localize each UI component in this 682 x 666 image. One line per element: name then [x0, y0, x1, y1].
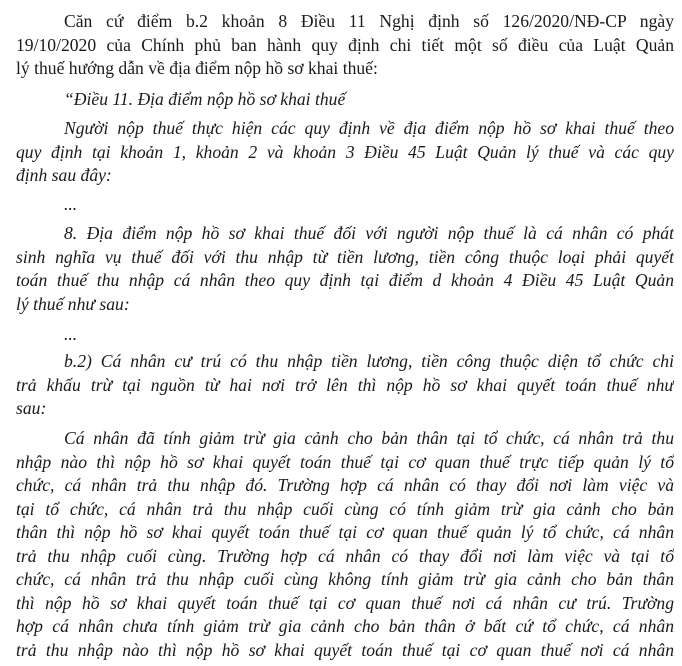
text-line: quy định tại khoản 1, khoản 2 và khoản 3 Điều 45 Luật Quản lý thuế và các quy [16, 141, 674, 162]
text-line: trả khấu trừ tại nguồn từ hai nơi trở lên thì nộp hồ sơ khai quyết toán thuế như [16, 374, 674, 395]
paragraph-point-b2 [16, 350, 674, 421]
text-line: ... [64, 324, 78, 344]
paragraph-article-heading [16, 88, 674, 112]
text-line: nhập nào thì nộp hồ sơ khai quyết toán thuế tại cơ quan thuế trực tiếp quản lý tổ [16, 451, 674, 472]
text-line: ... [64, 194, 78, 214]
text-line: tại tổ chức, cá nhân trả thu nhập cuối cùng có tính giảm trừ gia cảnh cho bản [16, 498, 674, 519]
paragraph-ellipsis [16, 193, 674, 217]
text-line: chức, cá nhân trả thu nhập đó. Trường hợp cá nhân có thay đổi nơi làm việc và [16, 475, 674, 495]
text-line: sinh nghĩa vụ thuế đối với thu nhập từ tiền lương, tiền công thuộc loại phải quyết [16, 246, 674, 267]
text-line: chức, cá nhân trả thu nhập cuối cùng không tính giảm trừ gia cảnh cho bản thân [16, 569, 674, 589]
text-line: sau: [16, 398, 47, 418]
text-line: 8. Địa điểm nộp hồ sơ khai thuế đối với người nộp thuế là cá nhân có phát [64, 223, 674, 243]
paragraph-deduction-rules [16, 427, 674, 662]
text-line: Người nộp thuế thực hiện các quy định về địa điểm nộp hồ sơ khai thuế theo [64, 118, 674, 138]
text-line: 19/10/2020 của Chính phủ ban hành quy định chi tiết một số điều của Luật Quản [16, 34, 674, 55]
text-line: định sau đây: [16, 165, 112, 185]
text-line: lý thuế như sau: [16, 293, 130, 314]
text-line: Căn cứ điểm b.2 khoản 8 Điều 11 Nghị định số 126/2020/NĐ-CP ngày [64, 11, 674, 31]
text-line: lý thuế hướng dẫn về địa điểm nộp hồ sơ khai thuế: [16, 58, 378, 78]
text-line: trả thu nhập nào thì nộp hồ sơ khai quyết toán thuế tại cơ quan thuế nơi cá nhân [16, 639, 674, 660]
paragraph-general-rule [16, 117, 674, 188]
text-line: “Điều 11. Địa điểm nộp hồ sơ khai thuế [64, 89, 346, 109]
text-line: trả thu nhập cuối cùng. Trường hợp cá nhân có thay đổi nơi làm việc và tại tổ [16, 545, 674, 566]
text-line: toán thuế thu nhập cá nhân theo quy định tại điểm d khoản 4 Điều 45 Luật Quản [16, 270, 674, 290]
paragraph-ellipsis [16, 323, 674, 347]
text-line: thân thì nộp hồ sơ khai quyết toán thuế tại cơ quan thuế quản lý tổ chức, cá nhân [16, 522, 674, 542]
paragraph-legal-basis [16, 10, 674, 81]
text-line: hợp cá nhân chưa tính giảm trừ gia cảnh cho bản thân ở bất cứ tổ chức, cá nhân [16, 616, 674, 636]
paragraph-clause-8 [16, 222, 674, 316]
text-line: thì nộp hồ sơ khai quyết toán thuế tại cơ quan thuế nơi cá nhân cư trú. Trường [16, 592, 674, 613]
text-line: b.2) Cá nhân cư trú có thu nhập tiền lương, tiền công thuộc diện tổ chức chi [64, 351, 674, 371]
text-line: Cá nhân đã tính giảm trừ gia cảnh cho bản thân tại tổ chức, cá nhân trả thu [64, 428, 674, 448]
